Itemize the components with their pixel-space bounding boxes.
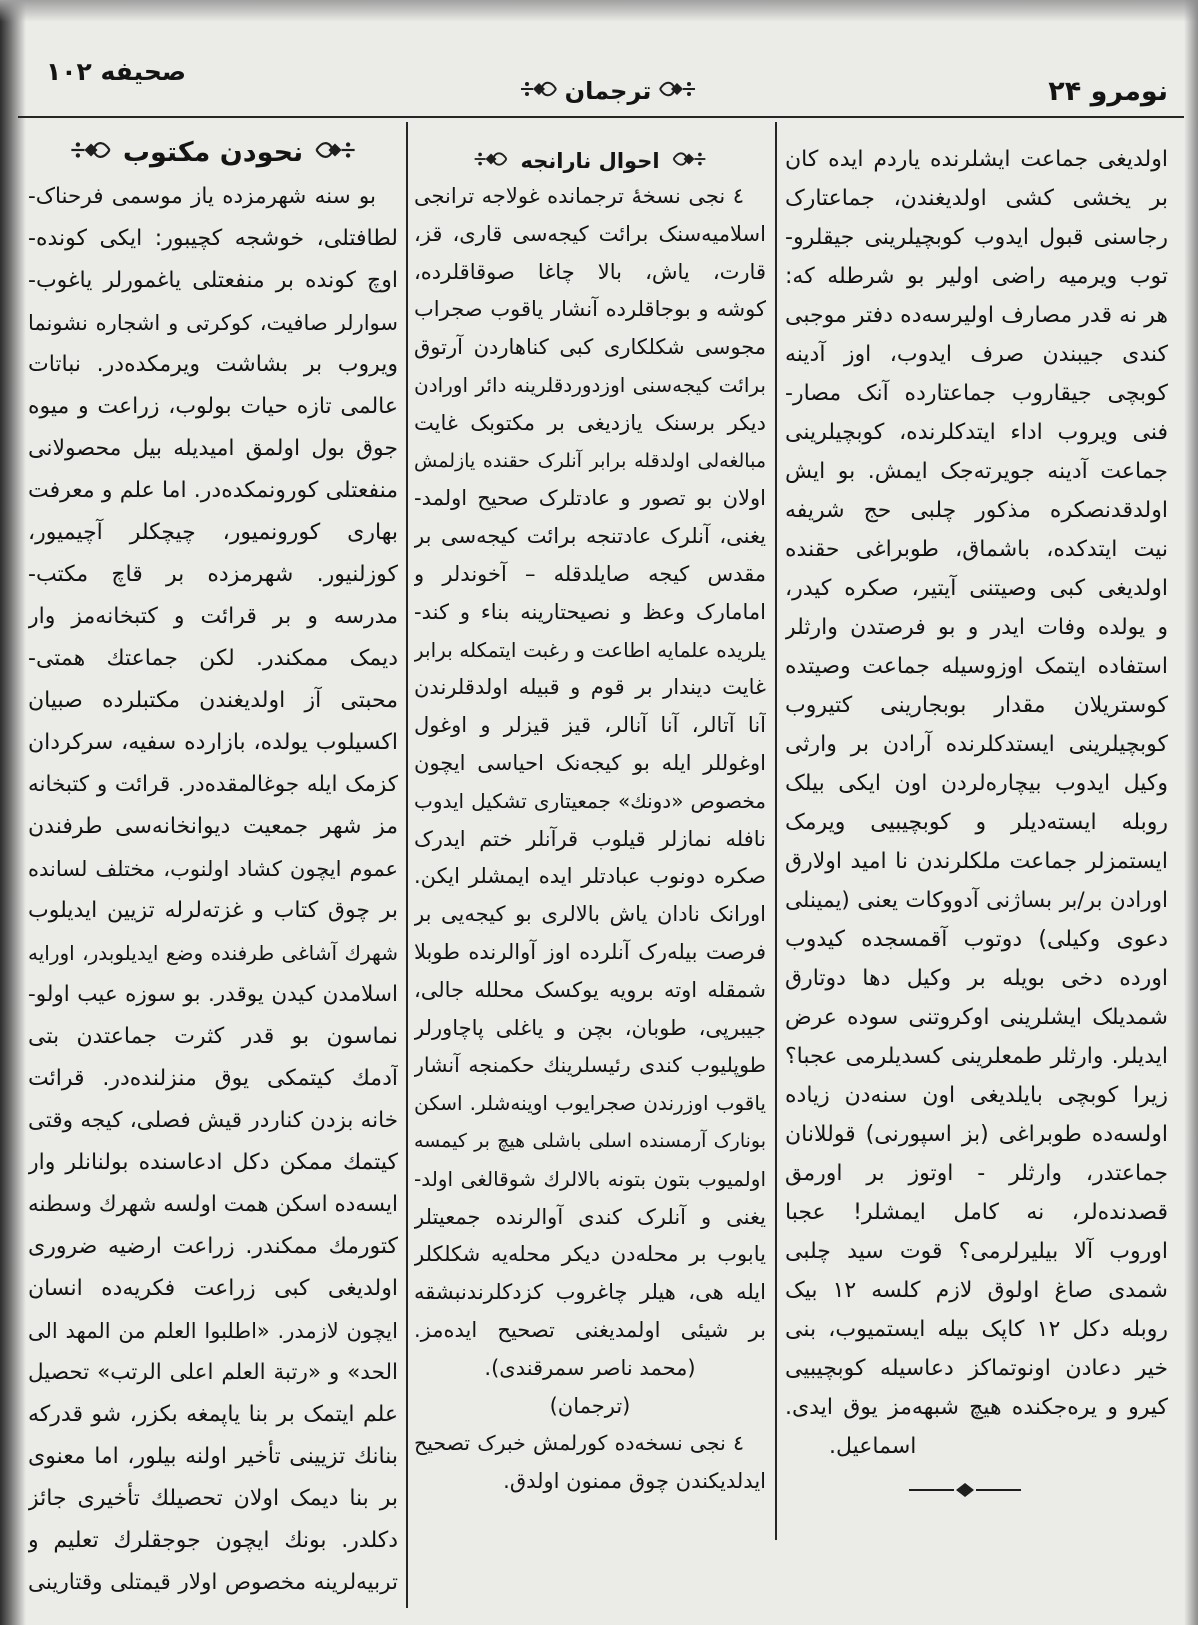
text-line: (ترجمان) — [549, 1393, 631, 1418]
text-line: شهرك آشاغی طرفنده وضع ایدیلوبدر، اورایه — [28, 941, 398, 965]
text-line: (محمد ناصر سمرقندی). — [484, 1355, 696, 1380]
text-line: کوستریلان مقدار بوبجارینی کتیروب — [785, 693, 1168, 718]
text-line: و یولده وفات ایدر و بو فرصتدن وارثلر — [785, 615, 1168, 640]
column-divider — [775, 122, 777, 1540]
text-line: محبتی آز اولدیغندن مکتبلرده صبیان — [28, 688, 398, 713]
text-line: ٤ نجی نسخهٔ ترجمانده غولاجه ترانجی — [414, 184, 744, 208]
article-column-middle — [414, 144, 766, 1501]
text-line: قارت، یاش، بالا چاغا صوقاقلرده، — [414, 259, 766, 284]
text-line: علم ایتمک بر بنا یاپمغه بکزر، شو قدرکه — [28, 1402, 398, 1427]
article-title: احوال نارانجه — [520, 149, 660, 173]
article-body — [28, 176, 398, 1604]
article-body — [414, 178, 766, 1501]
masthead-title: ترجمان — [564, 77, 652, 105]
text-line: جماعتدر، وارثلر - اوتوز بر اورمق — [785, 1161, 1168, 1186]
scan-edge-shadow — [0, 0, 26, 1625]
text-line: منفعتلی کورونمکده‌در. اما علم و معرفت — [28, 478, 398, 503]
text-line: شمدیلک ایشلرینی اوکروتنی سوده عرض — [785, 1005, 1168, 1030]
text-line: آدمك کیتمکی یوق منزلنده‌در. قرائت — [28, 1066, 398, 1091]
text-line: شمقله اوته برویه یوکسک محلله جالی، — [414, 977, 766, 1002]
text-line: جماعت آدینه جویرته‌جک ایمش. بو ایش — [785, 459, 1168, 484]
text-line: آنا آتالر، آنا آنالر، قیز قیزلر و اوغول — [414, 713, 766, 738]
floral-ornament-icon — [670, 149, 708, 173]
masthead — [510, 70, 706, 112]
text-line: اورانک نادان یاش بالالری بو کیجه‌یی بر — [414, 902, 766, 927]
text-line: ایسه‌ده اسکن همت اولسه شهرك وسطنه — [28, 1192, 398, 1217]
text-line: یاقوب اوزرندن صجرایوب اوینه‌شلر. اسکن — [414, 1091, 766, 1116]
issue-number: نومرو ۲۴ — [1048, 76, 1168, 107]
article-heading — [28, 128, 398, 176]
text-line: دعوی وکیلی) دوتوب آقمسجده کیدوب — [785, 927, 1168, 952]
text-line: توب ویرمیه راضی اولیر بو شرطله که: — [785, 264, 1168, 289]
text-line: مخصوص «دونك» جمعیتاری تشکیل ایدوب — [414, 788, 766, 813]
text-line: صکره دونوب عبادتلر ایده ایمشلر ایکن. — [414, 864, 766, 889]
text-line: کتورمك ممکندر. زراعت ارضیه ضروری — [28, 1234, 398, 1259]
text-line: کندی جیبندن صرف ایدوب، اوز آدینه — [785, 342, 1168, 367]
text-line: مقدس کیجه صایلدقله – آخوندلر و — [414, 561, 766, 586]
text-line: اولسه‌ده طوبراغی (بز اسپورنی) قوللانان — [785, 1122, 1168, 1147]
text-line: عالمی تازه حیات بولوب، زراعت و میوه — [28, 394, 398, 419]
text-line: یغنی، آنلرک عادتنجه برائت کیجه‌سی بر — [414, 524, 766, 549]
text-line: جیبرپی، طوبان، بچن و یاغلی پاچاورلر — [414, 1015, 766, 1040]
text-line: فنی ویروب اداء ایتدکلرنده، کوبچیلرینی — [785, 420, 1168, 445]
text-line: نیت ایتدکده، باشماق، طوبراغی حقنده — [785, 537, 1168, 562]
article-column-right — [785, 140, 1168, 1466]
text-line: برائت کیجه‌سنی اوزدوردقلرینه دائر اورادن — [414, 372, 766, 397]
text-line: مز شهر جمعیت دیوانخانه‌سی طرفندن — [28, 814, 398, 839]
author-signature: اسماعیل. — [829, 1434, 917, 1459]
text-line: قصدنده‌لر، نه کامل ایمشلر! عجبا — [785, 1200, 1168, 1225]
text-line: بر شیئی اولمدیغنی تصحیح ایده‌مز. — [414, 1317, 766, 1342]
floral-ornament-icon — [69, 138, 113, 166]
floral-ornament-icon — [472, 149, 510, 173]
text-line: ٤ نجی نسخه‌ده کورلمش خبرک تصحیح — [414, 1431, 744, 1456]
text-line: نماسون بو قدر کثرت جماعتدن بتی — [28, 1024, 398, 1049]
floral-ornament-icon — [519, 78, 559, 104]
page-number: صحیفه ۱۰۲ — [46, 57, 187, 86]
text-line: بو سنه شهرمزده یاز موسمی فرحناک- — [28, 184, 376, 209]
text-line: اورادن بر/بر بساژنی آدووکات یعنی (یمینلی — [785, 888, 1168, 913]
text-line: مدرسه و بر قرائت و کتبخانه‌مز وار — [28, 604, 398, 629]
text-line: ایستمزلر جماعت ملکلرندن نا امید اولارق — [785, 849, 1168, 874]
article-title: نحودن مکتوب — [122, 136, 304, 168]
text-line: اولمیوب بتون بتونه بالالرك شوقالغی اولد- — [414, 1166, 766, 1191]
text-line: یلریده علمایه اطاعت و رغبت ایتمکله برابر — [414, 637, 766, 662]
text-line: یغنی و آنلرک کندی آوالرنده جمعیتلر — [414, 1204, 766, 1229]
floral-ornament-icon — [657, 78, 697, 104]
floral-ornament-icon — [313, 138, 357, 166]
text-line: کیرو و یره‌جکنده هیچ شبهه‌مز یوق ایدی. — [785, 1395, 1168, 1420]
header-rule — [18, 116, 1184, 118]
text-line: جوق بول اولمق امیدیله بیل محصولانی — [28, 436, 398, 461]
text-line: ایله هی، هیلر چاغروب کزدکلرندنبشقه — [414, 1280, 766, 1305]
text-line: اولدقدنصکره مذکور چلبی حج شریفه — [785, 498, 1168, 523]
text-line: اوغوللر ایله بو کیجه‌نک احیاسی ایچون — [414, 750, 766, 775]
text-line: فرصت بیله‌رک آنلرده اوز آوالرنده طوبلا — [414, 939, 766, 964]
text-line: عموم ایچون کشاد اولنوب، مختلف لسانده — [28, 857, 398, 881]
article-heading — [414, 144, 766, 178]
text-line: ایچون لازمدر. «اطلبوا العلم من المهد الی — [28, 1319, 398, 1343]
text-line: اولان بو تصور و عادتلرک صحیح اولمد- — [414, 486, 766, 511]
text-line: شمدی صاغ اولوق لازم کلسه ۱۲ بیک — [785, 1278, 1168, 1303]
text-line: اوچ کونده بر منفعتلی یاغمورلر یاغوب- — [28, 268, 398, 293]
text-line: کیتمك ممکن دکل ادعاسنده بولنانلر وار — [28, 1150, 398, 1175]
text-line: کزمک ایله جوغالمقده‌در. قرائت و کتبخانه — [28, 772, 398, 797]
text-line: ویروب بر بشاشت ویرمکده‌در. نباتات — [28, 352, 398, 377]
text-line: بر یخشی کشی اولدیغندن، جماعتارک — [785, 186, 1168, 211]
text-line: بونارک آرمسنده اسلی باشلی هیچ بر کیمسه — [414, 1129, 766, 1152]
text-line: وکیل ایدوب بیچاره‌لردن اون ایکی بیلک — [785, 771, 1168, 796]
text-line: رجاسنی قبول ایدوب کوبچیلرینی جیقلرو- — [785, 225, 1168, 250]
text-line: کوزلنیور. شهرمزده بر قاچ مکتب- — [28, 562, 398, 587]
text-line: ایدیلر. وارثلر طمعلرینی کسدیلرمی عجبا؟ — [785, 1044, 1168, 1069]
text-line: اورده دخی بویله بر وکیل دها دوتارق — [785, 966, 1168, 991]
text-line: اسلامیه‌سنک برائت کیجه‌سی قاری، قز، — [414, 221, 766, 246]
text-line: امامارک وعظ و نصیحتارینه بناء و کند- — [414, 599, 766, 624]
text-line: اولدیغی جماعت ایشلرنده یاردم ایده کان — [785, 147, 1168, 172]
text-line: بنانك تزیینی تأخیر اولنه بیلور، اما معنوی — [28, 1444, 398, 1469]
end-ornament — [905, 1480, 1025, 1500]
text-line: کوشه و بوجاقلرده آنشار یاقوب صجراب — [414, 297, 766, 322]
text-line: بهاری کورونمیور، چیچکلر آچیمیور، — [28, 520, 398, 545]
text-line: دیمک ممکندر. لکن جماعتك همتی- — [28, 646, 398, 671]
text-line: هر نه قدر مصارف اولیرسه‌ده دفتر موجبی — [785, 303, 1168, 328]
column-divider — [406, 122, 408, 1608]
text-line: خانه بزدن کناردر قیش فصلی، کیجه وقتی — [28, 1108, 398, 1133]
text-line: غایت دیندار بر قوم و قبیله اولدقلرندن — [414, 675, 766, 700]
text-line: کوبچیلرینی ایستدکلرنده آرادن بر وارثی — [785, 732, 1168, 757]
text-line: لطافتلی، خوشجه کچیبور: ایکی کونده- — [28, 226, 398, 251]
text-line: روبله دکل ۱۲ کاپک بیله ایستمیوب، بنی — [785, 1317, 1168, 1342]
text-line: تربیه‌لرینه مخصوص اولار قیمتلی وقتارینی — [28, 1570, 398, 1595]
text-line: مبالغه‌لی اولدقله برابر آنلرک حقنده یازلمش — [414, 449, 766, 472]
text-line: اوروب آلا بیلیرلرمی؟ قوت سید چلبی — [785, 1239, 1168, 1264]
article-body — [785, 140, 1168, 1427]
text-line: اولدیغی کبی وصیتنی آیتیر، صکره کیدر، — [785, 576, 1168, 601]
text-line: مجوسی شکلکاری کبی کناهاردن آرتوق — [414, 335, 766, 360]
text-line: کوبچی جیقاروب جماعتارده آنک مصار- — [785, 381, 1168, 406]
text-line: سوارلر صافیت، کوکرتی و اشجاره نشونما — [28, 311, 398, 335]
text-line: خیر دعادن اونوتماکز دعاسیله کوبچیبیی — [785, 1356, 1168, 1381]
scan-edge-shadow — [0, 0, 1198, 22]
text-line: دیکر برسنک یازدیغی بر مکتوبک غایت — [414, 410, 766, 435]
text-line: اولدیغی کبی زراعت فکریه‌ده انسان — [28, 1276, 398, 1301]
text-line: بر چوق کتاب و غزته‌لرله تزیین ایدیلوب — [28, 898, 398, 923]
scan-edge-shadow — [1184, 0, 1198, 1625]
text-line: بر بنا دیمک اولان تحصیلك تأخیری جائز — [28, 1486, 398, 1511]
text-line: یابوب بر محله‌دن دیکر محله‌یه شکلکلر — [414, 1242, 766, 1267]
text-line: نافله نمازلر قیلوب قرآنلر ختم ایدرک — [414, 826, 766, 851]
text-line: روبله ایسته‌دیلر و کوبچیبیی ویرمک — [785, 810, 1168, 835]
text-line: استفاده ایتمک اوزوسیله جماعت وصیتده — [785, 654, 1168, 679]
text-line: اکسیلوب یولده، بازارده سفیه، سرکردان — [28, 730, 398, 755]
text-line: ایدلدیکندن چوق ممنون اولدق. — [503, 1469, 766, 1494]
text-line: زیرا کوبچی بایلدیغی اون سنه‌دن زیاده — [785, 1083, 1168, 1108]
text-line: دکلدر. بونك ایچون جوجقلرك تعلیم و — [28, 1528, 398, 1553]
article-column-left — [28, 128, 398, 1604]
text-line: اسلامدن کیدن یوقدر. بو سوزه عیب اولو- — [28, 982, 398, 1007]
text-line: طوپلیوب کندی رئیسلرینك حکمنجه آنشار — [414, 1053, 766, 1078]
text-line: الحد» و «رتبة العلم اعلی الرتب» تحصیل — [28, 1360, 398, 1385]
